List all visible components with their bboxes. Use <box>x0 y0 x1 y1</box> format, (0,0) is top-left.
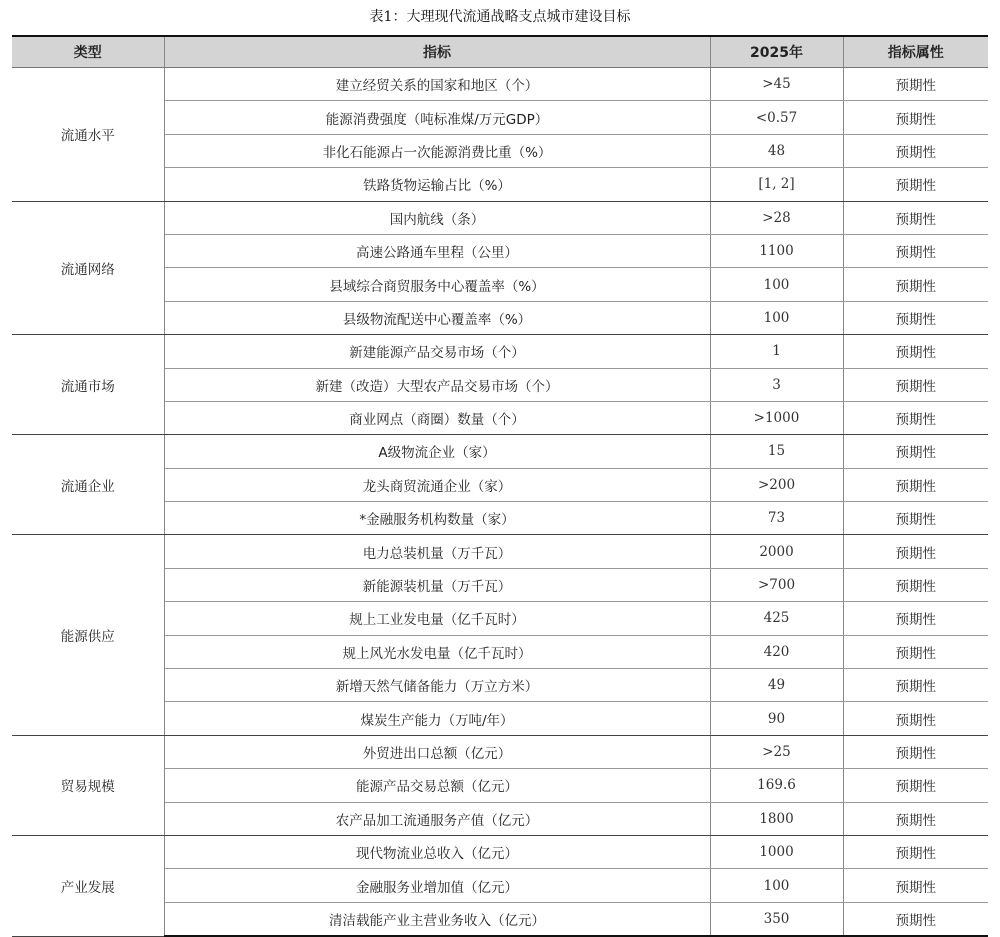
table-row <box>12 201 988 234</box>
table-row <box>12 735 988 768</box>
attribute-cell: 预期性 <box>843 368 988 401</box>
indicator-cell: *金融服务机构数量（家） <box>164 502 710 535</box>
table-body <box>12 68 988 937</box>
attribute-cell: 预期性 <box>843 769 988 802</box>
indicator-cell: 县级物流配送中心覆盖率（%） <box>164 301 710 334</box>
header-attribute: 指标属性 <box>843 36 988 68</box>
attribute-cell: 预期性 <box>843 101 988 134</box>
indicator-cell: 清洁载能产业主营业务收入（亿元） <box>164 902 710 936</box>
target-2025-cell: 15 <box>710 435 843 468</box>
indicator-cell: 龙头商贸流通企业（家） <box>164 468 710 501</box>
attribute-cell: 预期性 <box>843 68 988 101</box>
target-2025-cell: >700 <box>710 568 843 601</box>
indicator-cell: 能源消费强度（吨标准煤/万元GDP） <box>164 101 710 134</box>
category-cell: 产业发展 <box>12 835 164 936</box>
target-2025-cell: 100 <box>710 869 843 902</box>
header-year: 2025年 <box>710 36 843 68</box>
target-2025-cell: 1100 <box>710 234 843 267</box>
header-indicator: 指标 <box>164 36 710 68</box>
indicator-cell: 现代物流业总收入（亿元） <box>164 835 710 868</box>
table-row <box>12 535 988 568</box>
indicator-cell: 外贸进出口总额（亿元） <box>164 735 710 768</box>
category-cell: 流通网络 <box>12 201 164 335</box>
target-2025-cell: >200 <box>710 468 843 501</box>
indicator-cell: 商业网点（商圈）数量（个） <box>164 401 710 434</box>
target-2025-cell: 1 <box>710 335 843 368</box>
indicator-cell: 高速公路通车里程（公里） <box>164 234 710 267</box>
category-cell: 流通水平 <box>12 68 164 202</box>
target-2025-cell: 1000 <box>710 835 843 868</box>
attribute-cell: 预期性 <box>843 669 988 702</box>
category-cell: 能源供应 <box>12 535 164 735</box>
targets-table <box>12 35 988 937</box>
target-2025-cell: 73 <box>710 502 843 535</box>
attribute-cell: 预期性 <box>843 735 988 768</box>
target-2025-cell: 90 <box>710 702 843 735</box>
indicator-cell: 县域综合商贸服务中心覆盖率（%） <box>164 268 710 301</box>
indicator-cell: 煤炭生产能力（万吨/年） <box>164 702 710 735</box>
indicator-cell: 新建（改造）大型农产品交易市场（个） <box>164 368 710 401</box>
attribute-cell: 预期性 <box>843 435 988 468</box>
indicator-cell: 能源产品交易总额（亿元） <box>164 769 710 802</box>
indicator-cell: 电力总装机量（万千瓦） <box>164 535 710 568</box>
target-2025-cell: >25 <box>710 735 843 768</box>
attribute-cell: 预期性 <box>843 535 988 568</box>
attribute-cell: 预期性 <box>843 502 988 535</box>
target-2025-cell: 1800 <box>710 802 843 835</box>
attribute-cell: 预期性 <box>843 602 988 635</box>
indicator-cell: 非化石能源占一次能源消费比重（%） <box>164 134 710 167</box>
indicator-cell: 规上工业发电量（亿千瓦时） <box>164 602 710 635</box>
attribute-cell: 预期性 <box>843 234 988 267</box>
target-2025-cell: [1, 2] <box>710 168 843 201</box>
target-2025-cell: 3 <box>710 368 843 401</box>
category-cell: 流通企业 <box>12 435 164 535</box>
target-2025-cell: 49 <box>710 669 843 702</box>
target-2025-cell: >45 <box>710 68 843 101</box>
target-2025-cell: 420 <box>710 635 843 668</box>
attribute-cell: 预期性 <box>843 835 988 868</box>
header-type: 类型 <box>12 36 164 68</box>
category-cell: 贸易规模 <box>12 735 164 835</box>
indicator-cell: 铁路货物运输占比（%） <box>164 168 710 201</box>
target-2025-cell: 2000 <box>710 535 843 568</box>
indicator-cell: 规上风光水发电量（亿千瓦时） <box>164 635 710 668</box>
target-2025-cell: 169.6 <box>710 769 843 802</box>
target-2025-cell: 48 <box>710 134 843 167</box>
indicator-cell: 金融服务业增加值（亿元） <box>164 869 710 902</box>
target-2025-cell: 350 <box>710 902 843 936</box>
attribute-cell: 预期性 <box>843 568 988 601</box>
table-row <box>12 68 988 101</box>
attribute-cell: 预期性 <box>843 201 988 234</box>
attribute-cell: 预期性 <box>843 168 988 201</box>
target-2025-cell: <0.57 <box>710 101 843 134</box>
indicator-cell: 新能源装机量（万千瓦） <box>164 568 710 601</box>
attribute-cell: 预期性 <box>843 635 988 668</box>
target-2025-cell: 100 <box>710 268 843 301</box>
table-header <box>12 36 988 68</box>
table-row <box>12 335 988 368</box>
attribute-cell: 预期性 <box>843 401 988 434</box>
attribute-cell: 预期性 <box>843 902 988 936</box>
attribute-cell: 预期性 <box>843 301 988 334</box>
category-cell: 流通市场 <box>12 335 164 435</box>
attribute-cell: 预期性 <box>843 134 988 167</box>
attribute-cell: 预期性 <box>843 468 988 501</box>
table-row <box>12 435 988 468</box>
attribute-cell: 预期性 <box>843 268 988 301</box>
target-2025-cell: >1000 <box>710 401 843 434</box>
target-2025-cell: 425 <box>710 602 843 635</box>
indicator-cell: 农产品加工流通服务产值（亿元） <box>164 802 710 835</box>
table-row <box>12 835 988 868</box>
target-2025-cell: 100 <box>710 301 843 334</box>
indicator-cell: 新建能源产品交易市场（个） <box>164 335 710 368</box>
attribute-cell: 预期性 <box>843 702 988 735</box>
table-caption: 表1：大理现代流通战略支点城市建设目标 <box>369 9 631 25</box>
target-2025-cell: >28 <box>710 201 843 234</box>
attribute-cell: 预期性 <box>843 335 988 368</box>
indicator-cell: 建立经贸关系的国家和地区（个） <box>164 68 710 101</box>
attribute-cell: 预期性 <box>843 802 988 835</box>
indicator-cell: 新增天然气储备能力（万立方米） <box>164 669 710 702</box>
attribute-cell: 预期性 <box>843 869 988 902</box>
indicator-cell: A级物流企业（家） <box>164 435 710 468</box>
indicator-cell: 国内航线（条） <box>164 201 710 234</box>
